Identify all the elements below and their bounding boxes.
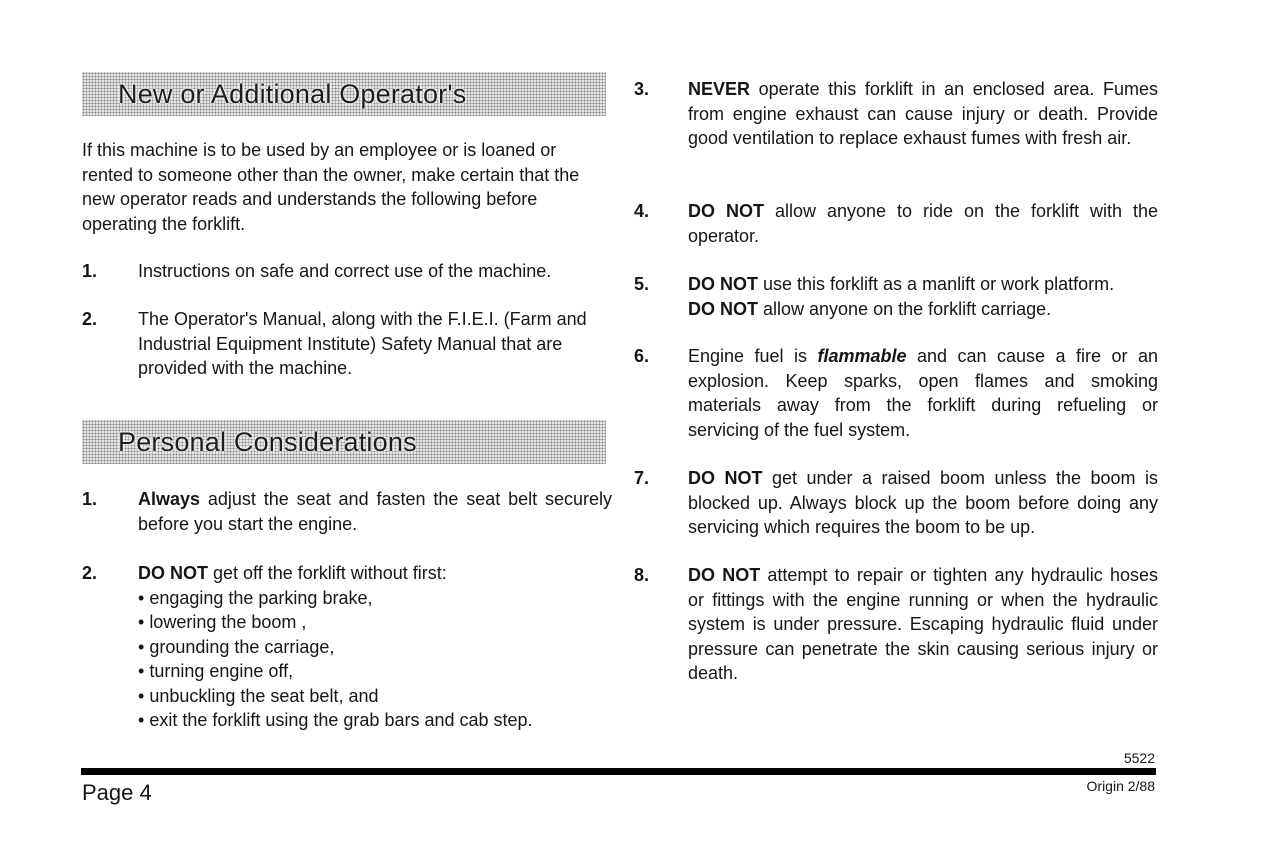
emphasis: DO NOT — [688, 565, 761, 585]
section-heading-new-operators — [82, 72, 606, 116]
item-number: 2. — [82, 309, 98, 329]
origin-date: Origin 2/88 — [1086, 778, 1155, 794]
item-text — [138, 487, 612, 536]
list-item — [634, 344, 1158, 442]
item-text: Instructions on safe and correct use of the machine. — [138, 261, 552, 281]
bullet-item: • unbuckling the seat belt, and — [138, 684, 612, 709]
item-body: get under a raised boom unless the boom is blocked up. Always block up the boom before doing any servicing which requires the boom to be up. — [688, 468, 1158, 537]
emphasis: DO NOT — [688, 201, 764, 221]
item-body: get off the forklift without first: — [208, 563, 447, 583]
bullet-item: • engaging the parking brake, — [138, 586, 612, 611]
item-body: and can cause a fire or an explosion. Keep sparks, open flames and smoking materials away from the forklift during refueling or servicing of the fuel system. — [688, 346, 1158, 440]
emphasis: DO NOT — [688, 274, 758, 294]
item-number: 8. — [634, 565, 650, 585]
item-number: 6. — [634, 346, 650, 366]
item-body: adjust the seat and fasten the seat belt securely before you start the engine. — [138, 489, 612, 534]
item-body: attempt to repair or tighten any hydraulic hoses or fittings with the engine running or when the hydraulic system is under pressure. Escaping hydraulic fluid under pressure can penetrate the skin causing serious injury or death. — [688, 565, 1158, 683]
list-item — [634, 466, 1158, 540]
item-text — [138, 561, 612, 733]
item-number: 1. — [82, 261, 98, 281]
footer-rule — [81, 768, 1156, 775]
bullet-item: • exit the forklift using the grab bars and cab step. — [138, 708, 612, 733]
item-body: allow anyone on the forklift carriage. — [758, 298, 1052, 319]
emphasis: Always — [138, 489, 201, 509]
bullet-item: • grounding the carriage, — [138, 635, 612, 660]
intro-paragraph: If this machine is to be used by an employee or is loaned or rented to someone other than the owner, make certain that the new operator reads and understands the following before operating the forklift. — [82, 140, 580, 234]
item-text — [688, 563, 1158, 686]
emphasis-flammable: flammable — [817, 346, 907, 366]
list-item — [634, 199, 1158, 248]
item-body: use this forklift as a manlift or work platform. — [758, 274, 1115, 294]
item-body: Engine fuel is — [688, 346, 818, 366]
page-number: Page 4 — [82, 780, 152, 805]
emphasis: DO NOT — [688, 298, 758, 319]
item-body: operate this forklift in an enclosed area. Fumes from engine exhaust can cause injury or death. Provide good ventilation to replace exhaust fumes with fresh air. — [688, 79, 1158, 148]
item-number: 1. — [82, 489, 98, 509]
bullet-item: • lowering the boom , — [138, 610, 612, 635]
list-item — [82, 259, 612, 284]
item-text — [688, 272, 1158, 321]
form-code: 5522 — [1123, 750, 1155, 766]
bullet-item: • turning engine off, — [138, 659, 612, 684]
list-item — [82, 561, 612, 733]
emphasis: DO NOT — [688, 468, 763, 488]
item-number: 3. — [634, 79, 650, 99]
emphasis: NEVER — [688, 79, 751, 99]
item-body: allow anyone to ride on the forklift with the operator. — [688, 201, 1158, 246]
item-text — [688, 344, 1158, 442]
item-text — [688, 199, 1158, 248]
list-item — [634, 563, 1158, 686]
item-number: 4. — [634, 201, 650, 221]
item-number: 5. — [634, 274, 650, 294]
list-item — [82, 487, 612, 536]
item-text — [688, 466, 1158, 540]
list-item — [634, 272, 1158, 321]
item-number: 7. — [634, 468, 650, 488]
item-number: 2. — [82, 563, 98, 583]
section-heading-personal-considerations — [82, 420, 606, 464]
item-text: The Operator's Manual, along with the F.I.E.I. (Farm and Industrial Equipment Institute) Safety Manual that are provided with the machine. — [138, 309, 587, 378]
list-item — [82, 307, 612, 381]
list-item — [634, 77, 1158, 151]
heading-text: Personal Considerations — [118, 426, 417, 457]
emphasis: DO NOT — [138, 563, 208, 583]
item-text — [688, 77, 1158, 151]
heading-text: New or Additional Operator's — [118, 78, 467, 109]
